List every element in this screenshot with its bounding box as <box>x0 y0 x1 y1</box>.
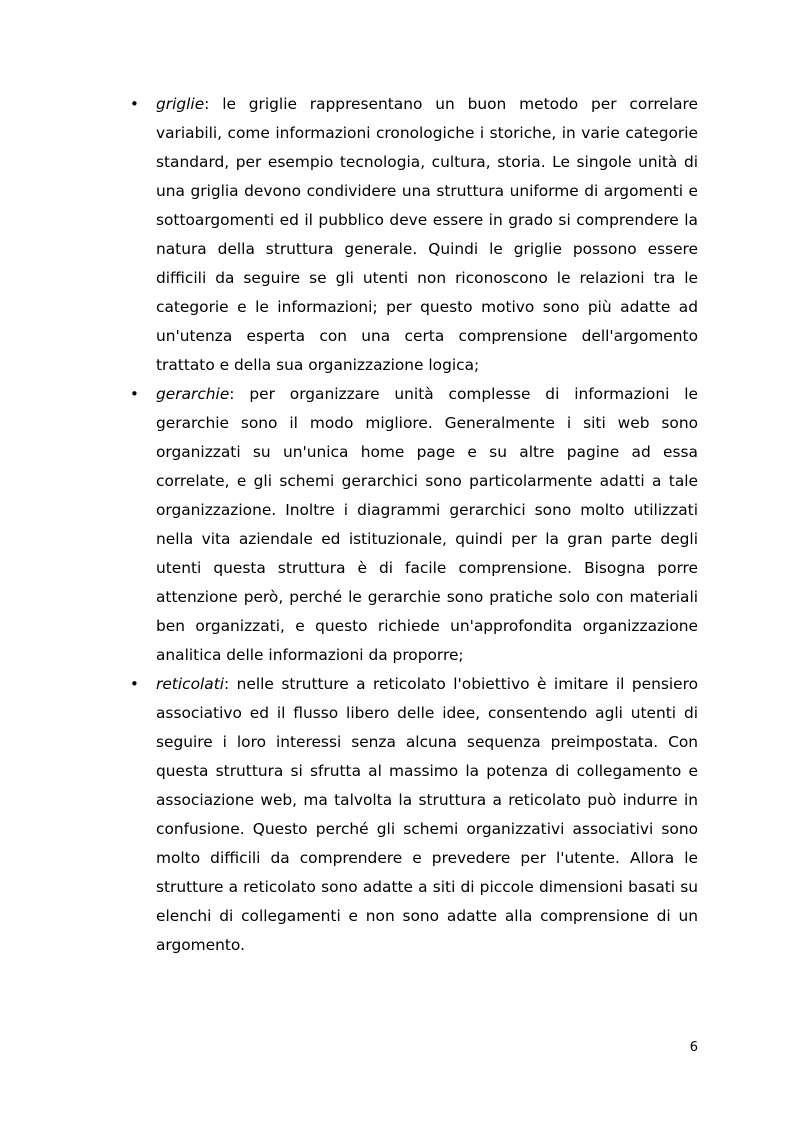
bullet-icon: • <box>130 675 139 693</box>
page-number: 6 <box>689 1040 698 1055</box>
list-item-text: : per organizzare unità complesse di informazioni le gerarchie sono il modo migliore. Generalmente i siti web sono organizzati su un'unica home page e su altre pagine ad essa correlate, e gli schemi gerarchici sono particolarmente adatti a tale organizzazione. Inoltre i diagrammi gerarchici sono molto utilizzati nella vita aziendale ed istituzionale, quindi per la gran parte degli utenti questa struttura è di facile comprensione. Bisogna porre attenzione però, perché le gerarchie sono pratiche solo con materiali ben organizzati, e questo richiede un'approfondita organizzazione analitica delle informazioni da proporre; <box>156 385 698 664</box>
list-item-term: reticolati <box>156 675 225 693</box>
list-item-term: gerarchie <box>156 385 230 403</box>
bullet-list <box>130 90 698 960</box>
list-item-term: griglie <box>156 95 205 113</box>
bullet-icon: • <box>130 95 139 113</box>
list-item-text: : nelle strutture a reticolato l'obiettivo è imitare il pensiero associativo ed il flusso libero delle idee, consentendo agli utenti di seguire i loro interessi senza alcuna sequenza preimpostata. Con questa struttura si sfrutta al massimo la potenza di collegamento e associazione web, ma talvolta la struttura a reticolato può indurre in confusione. Questo perché gli schemi organizzativi associativi sono molto difficili da comprendere e prevedere per l'utente. Allora le strutture a reticolato sono adatte a siti di piccole dimensioni basati su elenchi di collegamenti e non sono adatte alla comprensione di un argomento. <box>156 675 698 954</box>
bullet-icon: • <box>130 385 139 403</box>
list-item-gerarchie <box>130 380 698 670</box>
list-item-text: : le griglie rappresentano un buon metodo per correlare variabili, come informazioni cronologiche i storiche, in varie categorie standard, per esempio tecnologia, cultura, storia. Le singole unità di una griglia devono condividere una struttura uniforme di argomenti e sottoargomenti ed il pubblico deve essere in grado si comprendere la natura della struttura generale. Quindi le griglie possono essere difficili da seguire se gli utenti non riconoscono le relazioni tra le categorie e le informazioni; per questo motivo sono più adatte ad un'utenza esperta con una certa comprensione dell'argomento trattato e della sua organizzazione logica; <box>156 95 698 374</box>
list-item-griglie <box>130 90 698 380</box>
document-body <box>130 90 698 960</box>
list-item-reticolati <box>130 670 698 960</box>
